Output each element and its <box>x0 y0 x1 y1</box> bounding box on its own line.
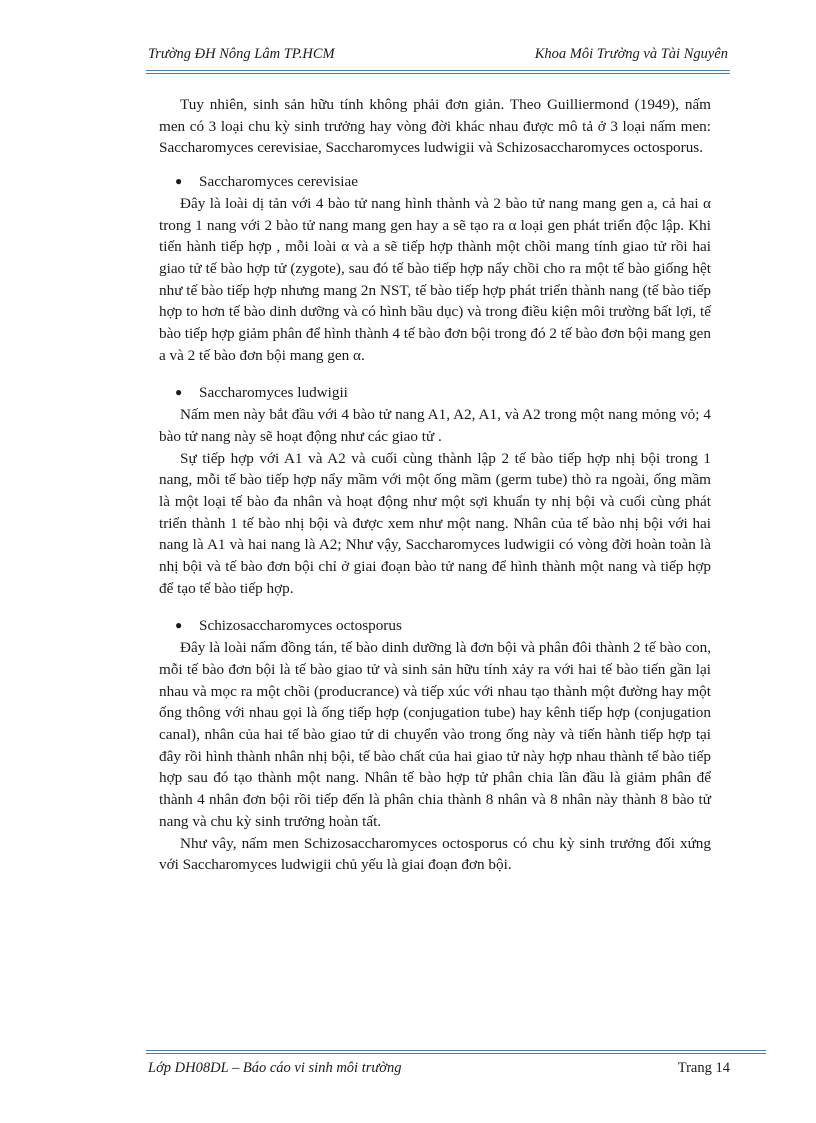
paragraph-ludwigii-1: Nấm men này bắt đầu với 4 bào tử nang A1, A2, A1, và A2 trong một nang mỏng vỏ; 4 bào tử nang này sẽ hoạt động như các giao tử . <box>159 406 711 445</box>
header-rule <box>146 70 730 71</box>
section-heading-text: Schizosaccharomyces octosporus <box>199 617 402 635</box>
section-heading-text: Saccharomyces ludwigii <box>199 384 348 402</box>
header-faculty: Khoa Môi Trường và Tài Nguyên <box>534 46 728 62</box>
section-heading-text: Saccharomyces cerevisiae <box>199 173 358 191</box>
bullet-icon: ● <box>175 618 183 633</box>
page-header <box>148 46 728 68</box>
header-rule-thin <box>146 73 730 74</box>
section-heading-octosporus <box>159 615 711 637</box>
page-number: Trang 14 <box>677 1060 730 1076</box>
paragraph-octosporus-2: Như vây, nấm men Schizosaccharomyces octosporus có chu kỳ sinh trưởng đối xứng với Saccharomyces ludwigii chủ yếu là giai đoạn đơn bội. <box>159 834 711 874</box>
paragraph-ludwigii-2: Sự tiếp hợp với A1 và A2 và cuối cùng thành lập 2 tế bào tiếp hợp nhị bội trong 1 nang, mỗi tế bào tiếp hợp nẩy mầm với một ống mầm (germ tube) thò ra ngoài, ống mầm là một loại tế bào đa nhân và hoạt động như một sợi khuẩn ty nhị bội và cuối cùng phát triển thành 1 tế bào nhị bội và được xem như một nang. Nhân của tế bào nhị bội với hai nang là A1 và hai nang là A2; Như vậy, Saccharomyces ludwigii có vòng đời hoàn toàn là nhị bội và tế bào đơn bội chỉ ở giai đoạn bào tử nang để hình thành một nang và tiếp hợp để tạo tế bào tiếp hợp. <box>159 449 711 597</box>
paragraph-octosporus-1: Đây là loài nấm đồng tán, tế bào dinh dưỡng là đơn bội và phân đôi thành 2 tế bào con, mỗi tế bào đơn bội là tế bào giao tử và sinh sản hữu tính xảy ra với hai tế bào tiến gần lại nhau và mọc ra một chồi (producrance) và tiếp xúc với nhau tạo thành một đường hay một ống thông với nhau gọi là ống tiếp hợp (conjugation tube) hay kênh tiếp hợp (conjugation canal), nhân của hai tế bào giao tử di chuyển vào trong ống này và tiến hành tiếp hợp tại đây rồi hình thành nhân nhị bội, tế bào chất của hai giao tử này hợp nhau thành tế bào tiếp hợp sau đó tạo thành một nang. Nhân tế bào hợp tử phân chia lần đầu là giảm phân để thành 4 nhân đơn bội rồi tiếp đến là phân chia thành 8 nhân và 8 nhân này thành 8 bào tử nang và chu kỳ sinh trưởng hoàn tất. <box>159 639 711 830</box>
bullet-icon: ● <box>175 385 183 400</box>
intro-paragraph: Tuy nhiên, sinh sản hữu tính không phải đơn giản. Theo Guilliermond (1949), nấm men có 3 loại chu kỳ sinh trưởng hay vòng đời khác nhau được mô tả ở 3 loại nấm men: Saccharomyces cerevisiae, Saccharomyces ludwigii và Schizosaccharomyces octosporus. <box>159 96 711 157</box>
page-footer <box>148 1060 730 1082</box>
footer-class: Lớp DH08DL – Báo cáo vi sinh môi trường <box>148 1060 402 1076</box>
footer-rule <box>146 1050 766 1051</box>
document-body <box>159 94 711 876</box>
paragraph-cerevisiae: Đây là loài dị tản với 4 bào tử nang hình thành và 2 bào tử nang mang gen a, cả hai α trong 1 nang với 2 bào tử nang mang gen hay a sẽ tạo ra α loại gen phát triển độc lập. Khi tiến hành tiếp hợp , mỗi loài α và a sẽ tiếp hợp thành một chồi mang tính giao tử rồi hai giao tử tế bào hợp tử (zygote), sau đó tế bào tiếp hợp nẩy chồi cho ra một tế bào giống hệt như tế bào tiếp hợp nhưng mang 2n NST, tế bào tiếp hợp phát triển thành nang (tế bào tiếp hợp to hơn tế bào dinh dưỡng và có hình bầu dục) và trong điều kiện môi trường bất lợi, tế bào tiếp hợp giảm phân để hình thành 4 tế bào đơn bội trong đó 2 tế bào đơn bội mang gen a và 2 tế bào đơn bội mang gen α. <box>159 194 711 364</box>
section-heading-cerevisiae <box>159 171 711 193</box>
footer-rule-thin <box>146 1053 766 1054</box>
header-school: Trường ĐH Nông Lâm TP.HCM <box>148 46 335 62</box>
section-heading-ludwigii <box>159 382 711 404</box>
bullet-icon: ● <box>175 174 183 189</box>
